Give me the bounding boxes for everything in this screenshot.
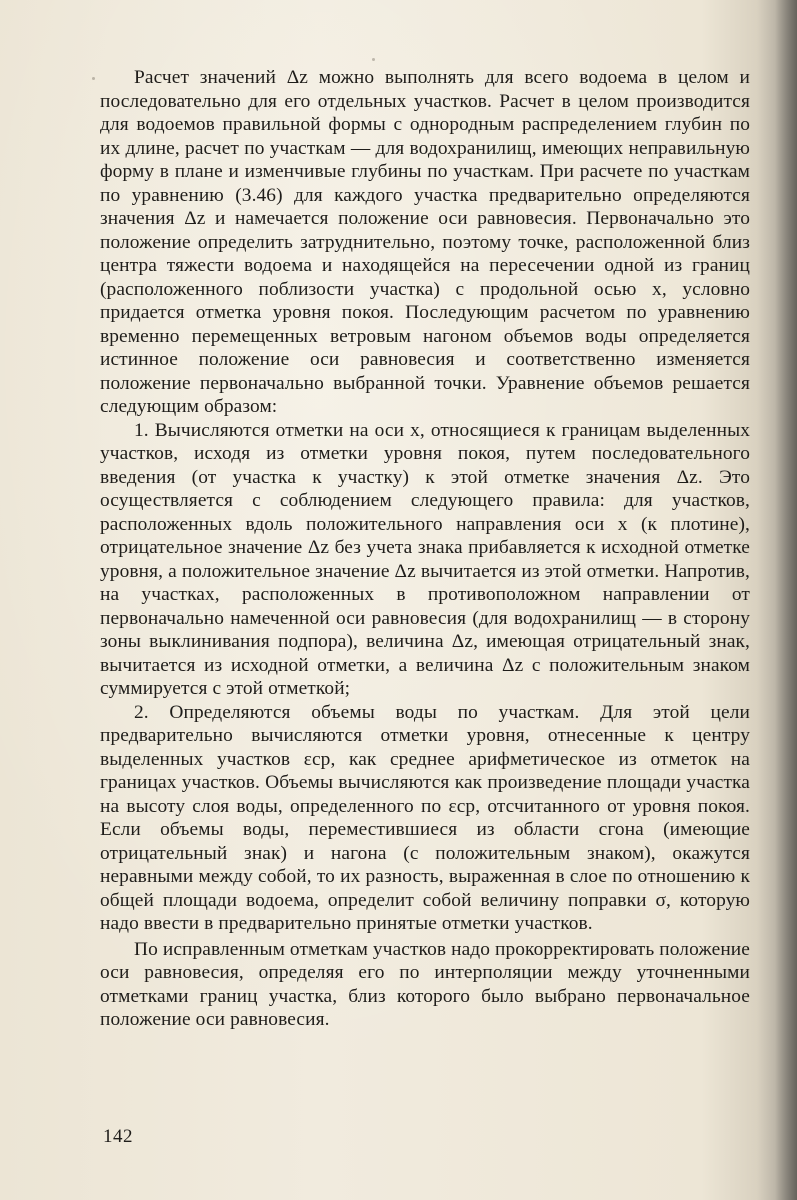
paper-fleck — [372, 58, 375, 61]
page-number: 142 — [103, 1126, 133, 1147]
paragraph-intro: Расчет значений Δz можно выполнять для всего водоема в целом и последовательно для его отдельных участков. Расчет в целом производится для водоемов правильной формы с однородным распределением глубин по их длине, расчет по участкам — для водохранилищ, имеющих неправильную форму в плане и изменчивые глубины по участкам. При расчете по участкам по уравнению (3.46) для каждого участка предварительно определяются значения Δz и намечается положение оси равновесия. Первоначально это положение определить затруднительно, поэтому точке, расположенной близ центра тяжести водоема и находящейся на пересечении одной из границ (расположенного поблизости участка) с продольной осью x, условно придается отметка уровня покоя. Последующим расчетом по уравнению временно перемещенных ветровым нагоном объемов воды определяется истинное положение оси равновесия и соответственно изменяется положение первоначально выбранной точки. Уравнение объемов решается следующим образом: — [100, 67, 750, 417]
paragraph-step-2: 2. Определяются объемы воды по участкам. Для этой цели предварительно вычисляются отметки уровня, отнесенные к центру выделенных участков εср, как среднее арифметическое из отметок на границах участков. Объемы вычисляются как произведение площади участка на высоту слоя воды, определенного по εср, отсчитанного от уровня покоя. Если объемы воды, переместившиеся из области сгона (имеющие отрицательный знак) и нагона (с положительным знаком), окажутся неравными между собой, то их разность, выраженная в слое по отношению к общей площади водоема, определит собой величину поправки σ, которую надо ввести в предварительно принятые отметки участков. — [100, 701, 750, 934]
spine-shadow — [775, 0, 797, 1200]
body-text — [100, 66, 750, 1032]
paragraph-step-1: 1. Вычисляются отметки на оси x, относящиеся к границам выделенных участков, исходя из отметки уровня покоя, путем последовательного введения (от участка к участку) к этой отметке значения Δz. Это осуществляется с соблюдением следующего правила: для участков, расположенных вдоль положительного направления оси x (к плотине), отрицательное значение Δz без учета знака прибавляется к исходной отметке уровня, а положительное значение Δz вычитается из этой отметки. Напротив, на участках, расположенных в противоположном направлении от первоначально намеченной оси равновесия (для водохранилищ — в сторону зоны выклинивания подпора), величина Δz, имеющая отрицательный знак, вычитается из исходной отметки, а величина Δz с положительным знаком суммируется с этой отметкой; — [100, 419, 750, 699]
paper-fleck — [92, 77, 95, 80]
paragraph-conclusion: По исправленным отметкам участков надо прокорректировать положение оси равновесия, определяя его по интерполяции между уточненными отметками границ участка, близ которого было выбрано первоначальное положение оси равновесия. — [100, 938, 750, 1030]
